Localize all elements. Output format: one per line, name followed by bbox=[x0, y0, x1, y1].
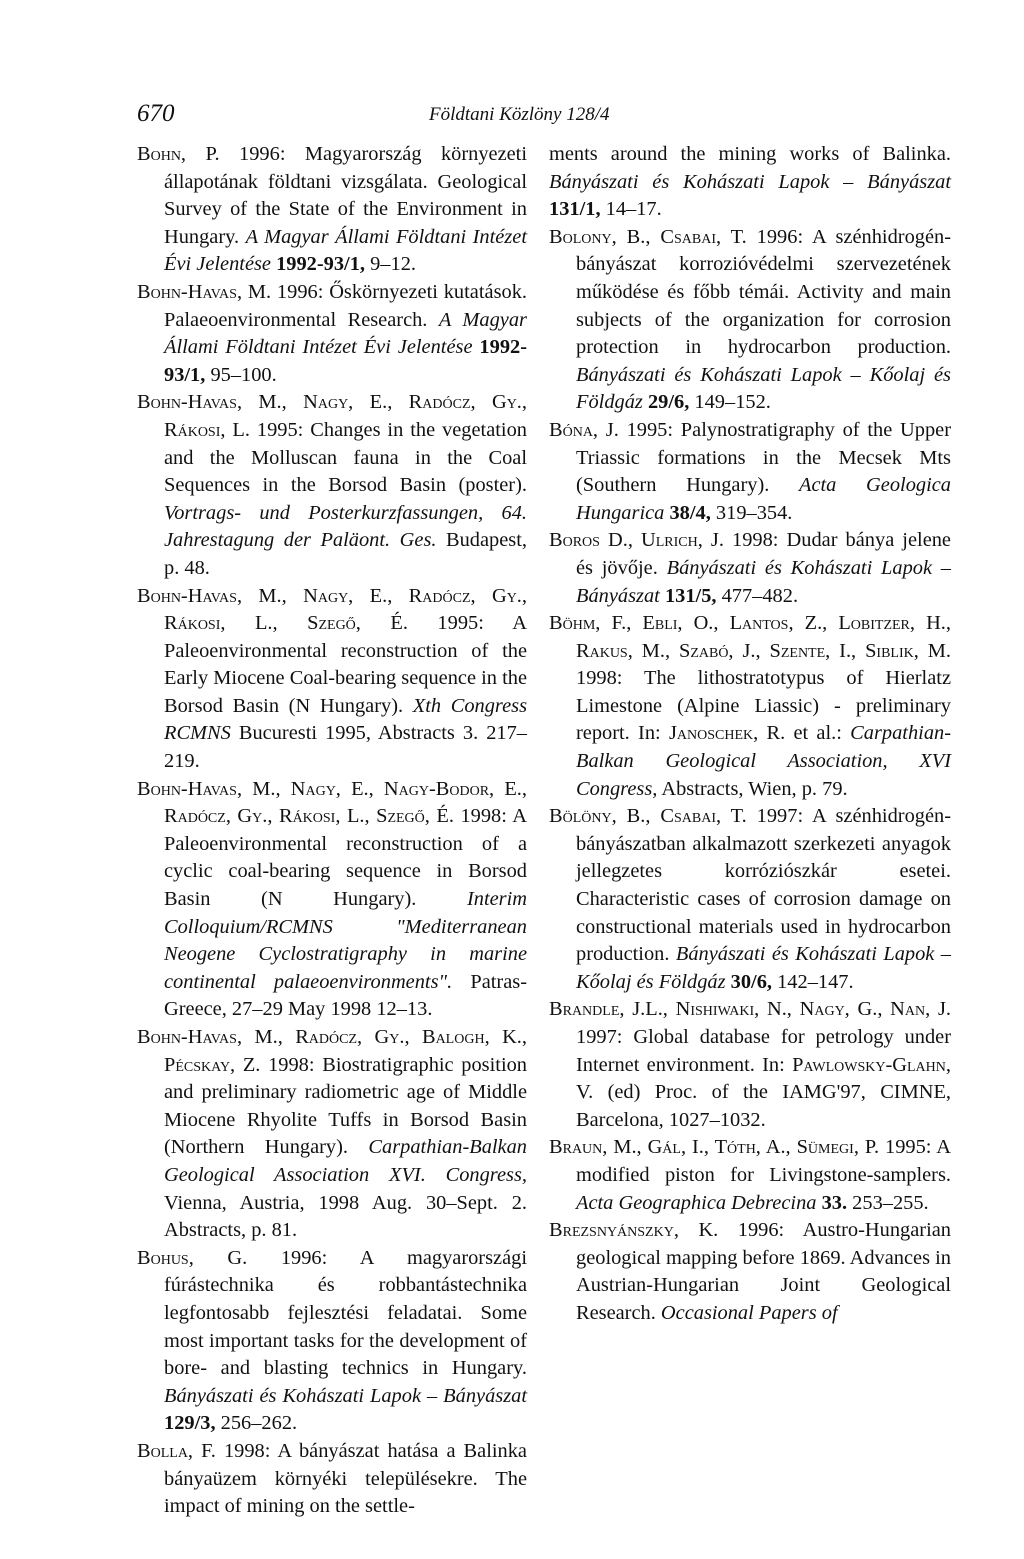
reference-entry: Bohn-Havas, M., Nagy, E., Radócz, Gy., Rákosi, L., Szegő, É. 1995: A Paleoenvironmental reconstruction of the Early Miocene Coal-bearing sequence in the Borsod Basin (N Hungary). Xth Congress RCMNS Bucuresti 1995, Abstracts 3. 217–219. bbox=[137, 584, 528, 773]
reference-entry: Bolla, F. 1998: A bányászat hatása a Balinka bányaüzem környéki településekre. The impact of mining on the settle- bbox=[137, 1439, 527, 1518]
reference-entry: Brezsnyánszky, K. 1996: Austro-Hungarian geological mapping before 1869. Advances in Austrian-Hungarian Joint Geological Research. Occasional Papers of bbox=[549, 1219, 951, 1324]
reference-entry: Bölöny, B., Csabai, T. 1997: A szénhidrogén-bányászatban alkalmazott szerkezeti anyagok jellegzetes korróziószkár esetei. Characteristic cases of corrosion damage on constructional materials used in hydrocarbon production. Bányászati és Kohászati Lapok – Kőolaj és Földgáz 30/6, 142–147. bbox=[549, 805, 951, 993]
reference-entry: Böhm, F., Ebli, O., Lantos, Z., Lobitzer, H., Rakus, M., Szabó, J., Szente, I., Siblik, M. 1998: The lithostratotypus of Hierlatz Limestone (Alpine Liassic) - preliminary report. In: Janoschek, R. et al.: Carpathian-Balkan Geological Association, XVI Congress, Abstracts, Wien, p. 79. bbox=[549, 612, 951, 800]
reference-entry: Braun, M., Gál, I., Tóth, A., Sümegi, P. 1995: A modified piston for Livingstone-samplers. Acta Geographica Debrecina 33. 253–255. bbox=[549, 1136, 951, 1214]
reference-entry: Bóna, J. 1995: Palynostratigraphy of the Upper Triassic formations in the Mecsek Mts (Southern Hungary). Acta Geologica Hungarica 38/4, 319–354. bbox=[549, 418, 951, 524]
reference-entry: Bohn-Havas, M., Nagy, E., Nagy-Bodor, E., Radócz, Gy., Rákosi, L., Szegő, É. 1998: A Paleoenvironmental reconstruction of a cyclic coal-bearing sequence in Borsod Basin (N Hungary). Interim Colloquium/RCMNS "Mediterranean Neogene Cyclostratigraphy in marine continental palaeoenvironments". Patras-Greece, 27–29 May 1998 12–13. bbox=[137, 777, 527, 1021]
reference-entry: Brandle, J.L., Nishiwaki, N., Nagy, G., Nan, J. 1997: Global database for petrology under Internet environment. In: Pawlowsky-Glahn, V. (ed) Proc. of the IAMG'97, CIMNE, Barcelona, 1027–1032. bbox=[549, 998, 951, 1131]
reference-entry: Bolony, B., Csabai, T. 1996: A szénhidrogén-bányászat korrozióvédelmi szervezetének működése és főbb témái. Activity and main subjects of the organization for corrosion protection in hydrocarbon production. Bányászati és Kohászati Lapok – Kőolaj és Földgáz 29/6, 149–152. bbox=[549, 225, 951, 414]
reference-entry: Bohn-Havas, M., Radócz, Gy., Balogh, K., Pécskay, Z. 1998: Biostratigraphic position and preliminary radiometric age of Middle Miocene Rhyolite Tuffs in Borsod Basin (Northern Hungary). Carpathian-Balkan Geological Association XVI. Congress, Vienna, Austria, 1998 Aug. 30–Sept. 2. Abstracts, p. 81. bbox=[137, 1026, 528, 1242]
reference-entry: Boros D., Ulrich, J. 1998: Dudar bánya jelene és jövője. Bányászati és Kohászati Lapok – Bányászat 131/5, 477–482. bbox=[549, 529, 951, 607]
right-column bbox=[549, 141, 951, 1328]
left-column bbox=[137, 141, 527, 1521]
reference-entry: Bohn-Havas, M., Nagy, E., Radócz, Gy., Rákosi, L. 1995: Changes in the vegetation and the Molluscan fauna in the Coal Sequences in the Borsod Basin (poster). Vortrags- und Posterkurzfassungen, 64. Jahrestagung der Paläont. Ges. Budapest, p. 48. bbox=[137, 391, 527, 579]
reference-entry: Bohus, G. 1996: A magyarországi fúrástechnika és robbantástechnika legfontosabb fejlesztési feladatai. Some most important tasks for the development of bore- and blasting technics in Hungary. Bányászati és Kohászati Lapok – Bányászat 129/3, 256–262. bbox=[137, 1246, 527, 1435]
reference-entry: Bohn-Havas, M. 1996: Őskörnyezeti kutatások. Palaeoenvironmental Research. A Magyar Állami Földtani Intézet Évi Jelentése 1992-93/1, 95–100. bbox=[137, 280, 527, 386]
reference-entry-continued: ments around the mining works of Balinka. Bányászati és Kohászati Lapok – Bányászat 131/1, 14–17. bbox=[549, 143, 951, 221]
reference-entry: Bohn, P. 1996: Magyarország környezeti állapotának földtani vizsgálata. Geological Survey of the State of the Environment in Hungary. A Magyar Állami Földtani Intézet Évi Jelentése 1992-93/1, 9–12. bbox=[137, 143, 527, 276]
page-number: 670 bbox=[137, 100, 175, 127]
journal-title: Földtani Közlöny 128/4 bbox=[429, 104, 610, 125]
page-header bbox=[137, 100, 889, 134]
